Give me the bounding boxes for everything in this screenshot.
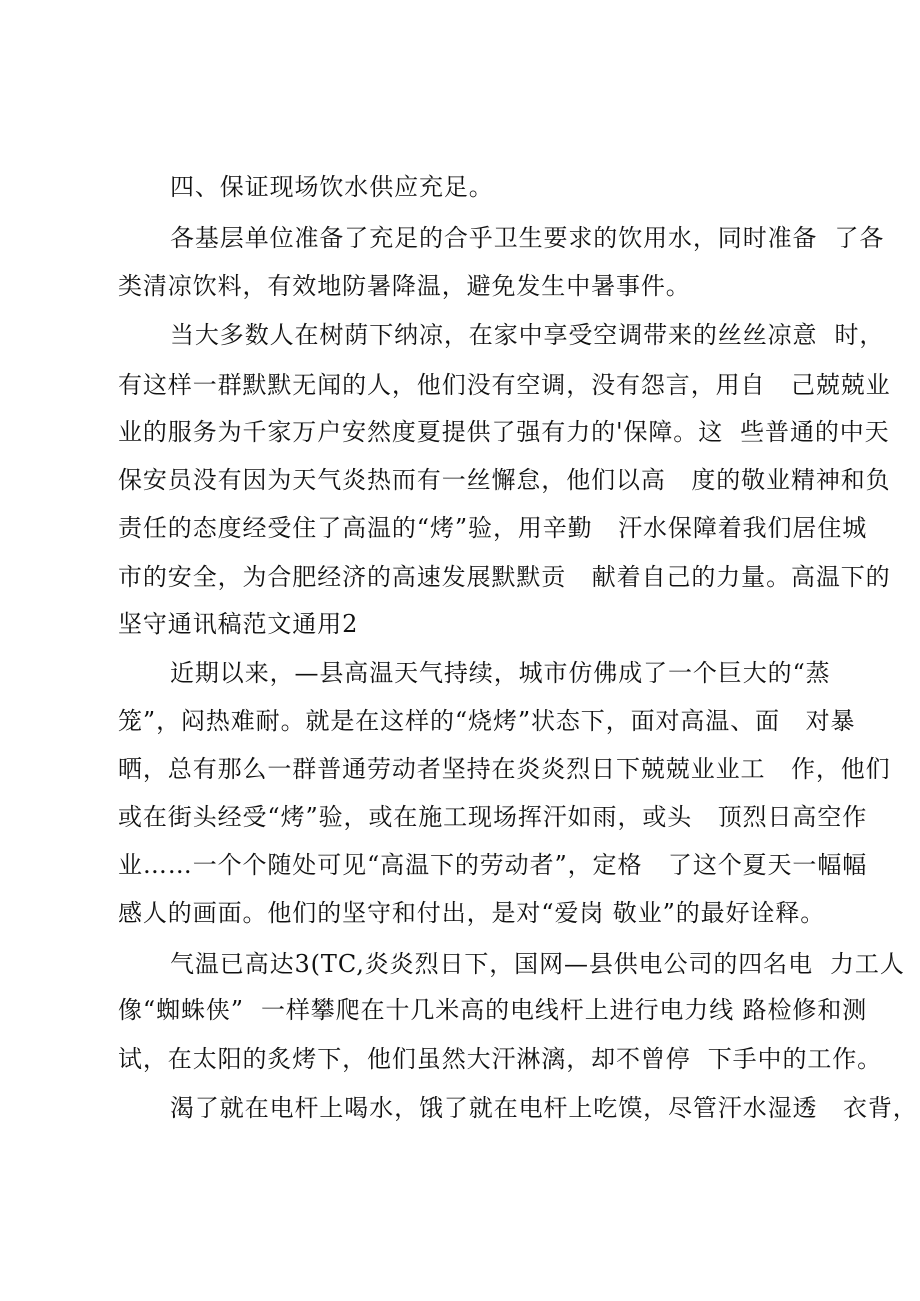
text-line-17: 气温已高达3(TC,炎炎烈日下，国网—县供电公司的四名电 力工人 — [170, 950, 905, 978]
text-line-18: 像“蜘蛛侠” 一样攀爬在十几米高的电线杆上进行电力线 路检修和测 — [118, 996, 868, 1024]
text-line-11: 近期以来，—县高温天气持续，城市仿佛成了一个巨大的“蒸 — [170, 659, 831, 687]
text-line-14: 或在街头经受“烤”验，或在施工现场挥汗如雨，或头 顶烈日高空作 — [118, 803, 868, 831]
text-line-19: 试，在太阳的炙烤下，他们虽然大汗淋漓，却不曾停 下手中的工作。 — [118, 1045, 883, 1073]
text-line-2: 各基层单位准备了充足的合乎卫生要求的饮用水，同时准备 了各 — [170, 224, 885, 252]
text-line-8: 责任的态度经受住了高温的“烤”验，用辛勤 汗水保障着我们居住城 — [118, 514, 868, 542]
text-line-13: 晒，总有那么一群普通劳动者坚持在炎炎烈日下兢兢业业工 作，他们 — [118, 755, 891, 783]
text-line-15: 业……一个个随处可见“高温下的劳动者”，定格 了这个夏天一幅幅 — [118, 851, 868, 879]
text-line-7: 保安员没有因为天气炎热而有一丝懈怠，他们以高 度的敬业精神和负 — [118, 466, 891, 494]
text-line-10: 坚守通讯稿范文通用2 — [118, 610, 359, 638]
text-line-3: 类清凉饮料，有效地防暑降温，避免发生中暑事件。 — [118, 272, 691, 300]
text-line-9: 市的安全，为合肥经济的高速发展默默贡 献着自己的力量。高温下的 — [118, 563, 891, 591]
text-line-5: 有这样一群默默无闻的人，他们没有空调，没有怨言，用自 己兢兢业 — [118, 371, 891, 399]
text-line-4: 当大多数人在树荫下纳凉，在家中享受空调带来的丝丝凉意 时， — [170, 321, 885, 349]
text-line-1: 四、保证现场饮水供应充足。 — [170, 173, 494, 201]
text-line-16: 感人的画面。他们的坚守和付出，是对“爱岗 敬业”的最好诠释。 — [118, 899, 826, 927]
text-line-12: 笼”，闷热难耐。就是在这样的“烧烤”状态下，面对高温、面 对暴 — [118, 707, 856, 735]
text-line-6: 业的服务为千家万户安然度夏提供了强有力的'保障。这 些普通的中天 — [118, 418, 890, 446]
text-line-20: 渴了就在电杆上喝水，饿了就在电杆上吃馍，尽管汗水湿透 衣背， — [170, 1094, 918, 1122]
